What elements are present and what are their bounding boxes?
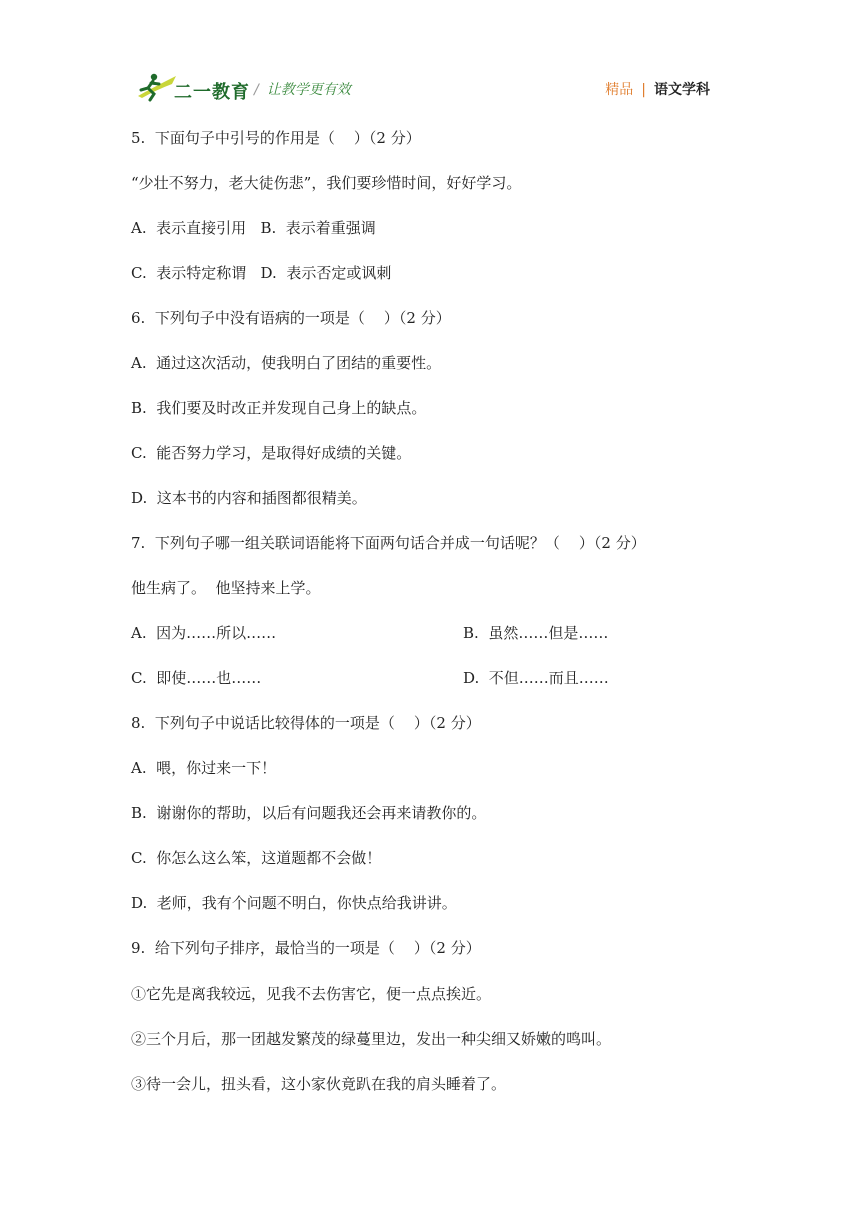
brand-name: 二一教育 (174, 82, 250, 103)
quality-label: 精品 (605, 82, 634, 98)
header-divider: | (641, 82, 646, 98)
question-7-sentences: 他生病了。 他坚持来上学。 (131, 579, 321, 597)
question-8-stem: 8. 下列句子中说话比较得体的一项是（ ）（2 分） (131, 714, 481, 732)
question-8-option-a: A. 喂，你过来一下！ (131, 759, 277, 777)
question-6-option-b: B. 我们要及时改正并发现自己身上的缺点。 (131, 399, 427, 417)
question-9-sentence-1: ①它先是离我较远，见我不去伤害它，便一点点挨近。 (131, 985, 492, 1003)
slogan-text: 让教学更有效 (266, 82, 351, 98)
question-6-option-c: C. 能否努力学习，是取得好成绩的关键。 (131, 444, 412, 462)
question-5-options-ab: A. 表示直接引用 B. 表示着重强调 (131, 219, 376, 237)
question-7-option-c: C. 即使……也…… (131, 669, 262, 687)
question-6-option-a: A. 通过这次活动，使我明白了团结的重要性。 (131, 354, 442, 372)
question-5-sentence: “少壮不努力，老大徒伤悲”，我们要珍惜时间，好好学习。 (131, 174, 522, 192)
question-7-option-b: B. 虽然……但是…… (463, 624, 609, 642)
question-8-option-d: D. 老师，我有个问题不明白，你快点给我讲讲。 (131, 894, 457, 912)
slogan (254, 79, 351, 99)
question-6-option-d: D. 这本书的内容和插图都很精美。 (131, 489, 367, 507)
question-8-option-c: C. 你怎么这么笨，这道题都不会做！ (131, 849, 382, 867)
question-9-stem: 9. 给下列句子排序，最恰当的一项是（ ）（2 分） (131, 939, 481, 957)
question-7-stem: 7. 下列句子哪一组关联词语能将下面两句话合并成一句话呢？（ ）（2 分） (131, 534, 646, 552)
runner-logo-icon (132, 70, 180, 102)
question-9-sentence-3: ③待一会儿，扭头看，这小家伙竟趴在我的肩头睡着了。 (131, 1075, 507, 1093)
question-9-sentence-2: ②三个月后，那一团越发繁茂的绿蔓里边，发出一种尖细又娇嫩的鸣叫。 (131, 1030, 612, 1048)
question-7-option-a: A. 因为……所以…… (131, 624, 277, 642)
question-6-stem: 6. 下列句子中没有语病的一项是（ ）（2 分） (131, 309, 451, 327)
page-header (132, 66, 722, 106)
subject-label: 语文学科 (654, 82, 710, 98)
question-7-option-d: D. 不但……而且…… (463, 669, 609, 687)
question-5-stem: 5. 下面句子中引号的作用是（ ）（2 分） (131, 129, 421, 147)
question-8-option-b: B. 谢谢你的帮助，以后有问题我还会再来请教你的。 (131, 804, 487, 822)
header-subject (605, 79, 710, 99)
slogan-separator: / (254, 82, 259, 98)
question-5-options-cd: C. 表示特定称谓 D. 表示否定或讽刺 (131, 264, 392, 282)
